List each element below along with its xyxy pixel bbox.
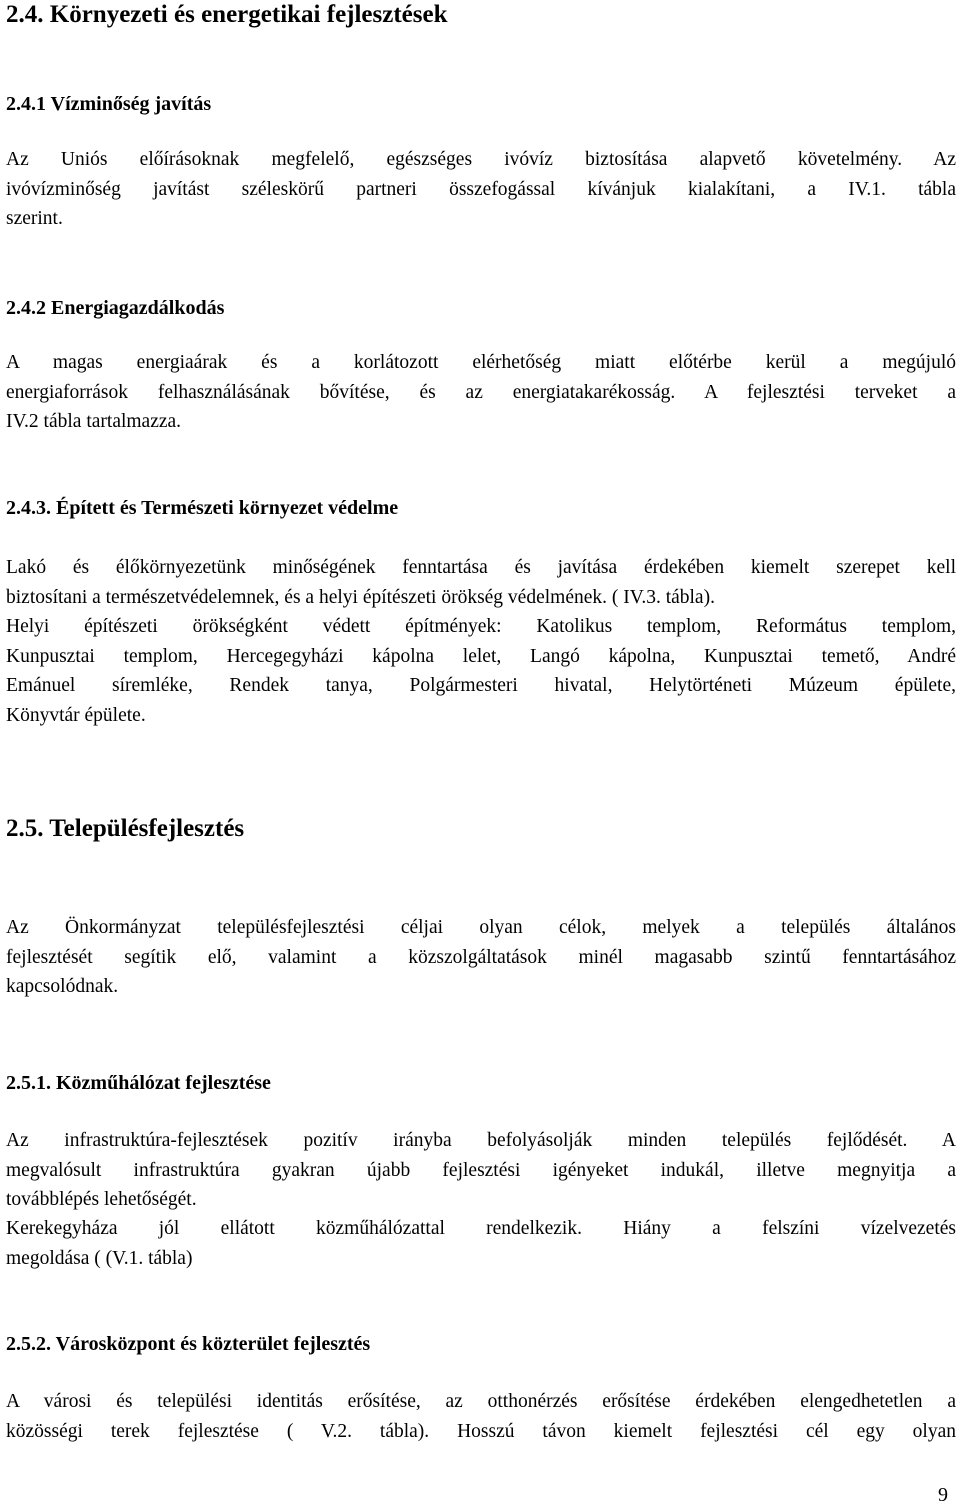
- text-line: A magas energiaárak és a korlátozott elérhetőség miatt előtérbe kerül a megújuló: [6, 352, 956, 373]
- paragraph-2-5-1-b: [6, 1214, 956, 1273]
- text-line: megvalósult infrastruktúra gyakran újabb fejlesztési igényeket indukál, illetve megnyitja a: [6, 1159, 956, 1181]
- paragraph-2-4-3: [6, 553, 956, 612]
- text-line: megoldása ( (V.1. tábla): [6, 1247, 193, 1269]
- heading-2-4-1: 2.4.1 Vízminőség javítás: [6, 93, 212, 115]
- text-line: A városi és települési identitás erősítése, az otthonérzés erősítése érdekében elengedhetetlen a: [6, 1391, 956, 1412]
- paragraph-2-5-1-a: [6, 1126, 956, 1215]
- paragraph-2-4-2: [6, 348, 956, 437]
- heading-2-5: 2.5. Településfejlesztés: [6, 815, 245, 842]
- text-line: Az Önkormányzat településfejlesztési céljai olyan célok, melyek a település általános: [6, 917, 956, 938]
- heading-2-5-2: 2.5.2. Városközpont és közterület fejlesztés: [6, 1333, 371, 1355]
- text-line: kapcsolódnak.: [6, 976, 119, 997]
- text-line: biztosítani a természetvédelemnek, és a helyi építészeti örökség védelmének. ( IV.3. tábla).: [6, 586, 715, 608]
- paragraph-2-4-1: [6, 145, 956, 234]
- heading-2-4-2: 2.4.2 Energiagazdálkodás: [6, 297, 225, 319]
- text-line: IV.2 tábla tartalmazza.: [6, 411, 182, 432]
- text-line: Az infrastruktúra-fejlesztések pozitív irányba befolyásolják minden település fejlődését. A: [6, 1130, 956, 1151]
- heading-2-5-1: 2.5.1. Közműhálózat fejlesztése: [6, 1072, 271, 1094]
- text-line: Kerekegyháza jól ellátott közműhálózattal rendelkezik. Hiány a felszíni vízelvezetés: [6, 1218, 956, 1239]
- text-line: közösségi terek fejlesztése ( V.2. tábla). Hosszú távon kiemelt fejlesztési cél egy olyan: [6, 1420, 956, 1442]
- text-line: Lakó és élőkörnyezetünk minőségének fenntartása és javítása érdekében kiemelt szerepet kell: [6, 557, 956, 578]
- text-line: Az Uniós előírásoknak megfelelő, egészséges ivóvíz biztosítása alapvető követelmény. Az: [6, 149, 956, 170]
- text-line: Helyi építészeti örökségként védett építmények: Katolikus templom, Református templom,: [6, 616, 956, 637]
- page-number: 9: [938, 1484, 948, 1506]
- text-line: ivóvízminőség javítást széleskörű partneri összefogással kívánjuk kialakítani, a IV.1. tábla: [6, 178, 956, 200]
- text-line: Könyvtár épülete.: [6, 704, 146, 726]
- text-line: Emánuel síremléke, Rendek tanya, Polgármesteri hivatal, Helytörténeti Múzeum épülete,: [6, 675, 956, 696]
- document-page: [6, 0, 956, 1509]
- text-line: továbblépés lehetőségét.: [6, 1189, 197, 1210]
- paragraph-heritage-list: [6, 612, 956, 730]
- text-line: fejlesztését segítik elő, valamint a közszolgáltatások minél magasabb szintű fenntartásához: [6, 946, 956, 968]
- text-line: Kunpusztai templom, Hercegegyházi kápolna lelet, Langó kápolna, Kunpusztai temető, André: [6, 645, 956, 667]
- text-line: energiaforrások felhasználásának bővítése, és az energiatakarékosság. A fejlesztési terveket a: [6, 381, 956, 403]
- heading-2-4: 2.4. Környezeti és energetikai fejlesztések: [6, 1, 448, 28]
- paragraph-2-5-2: [6, 1387, 956, 1446]
- heading-2-4-3: 2.4.3. Épített és Természeti környezet védelme: [6, 497, 399, 519]
- paragraph-2-5-intro: [6, 913, 956, 1002]
- text-line: szerint.: [6, 208, 63, 229]
